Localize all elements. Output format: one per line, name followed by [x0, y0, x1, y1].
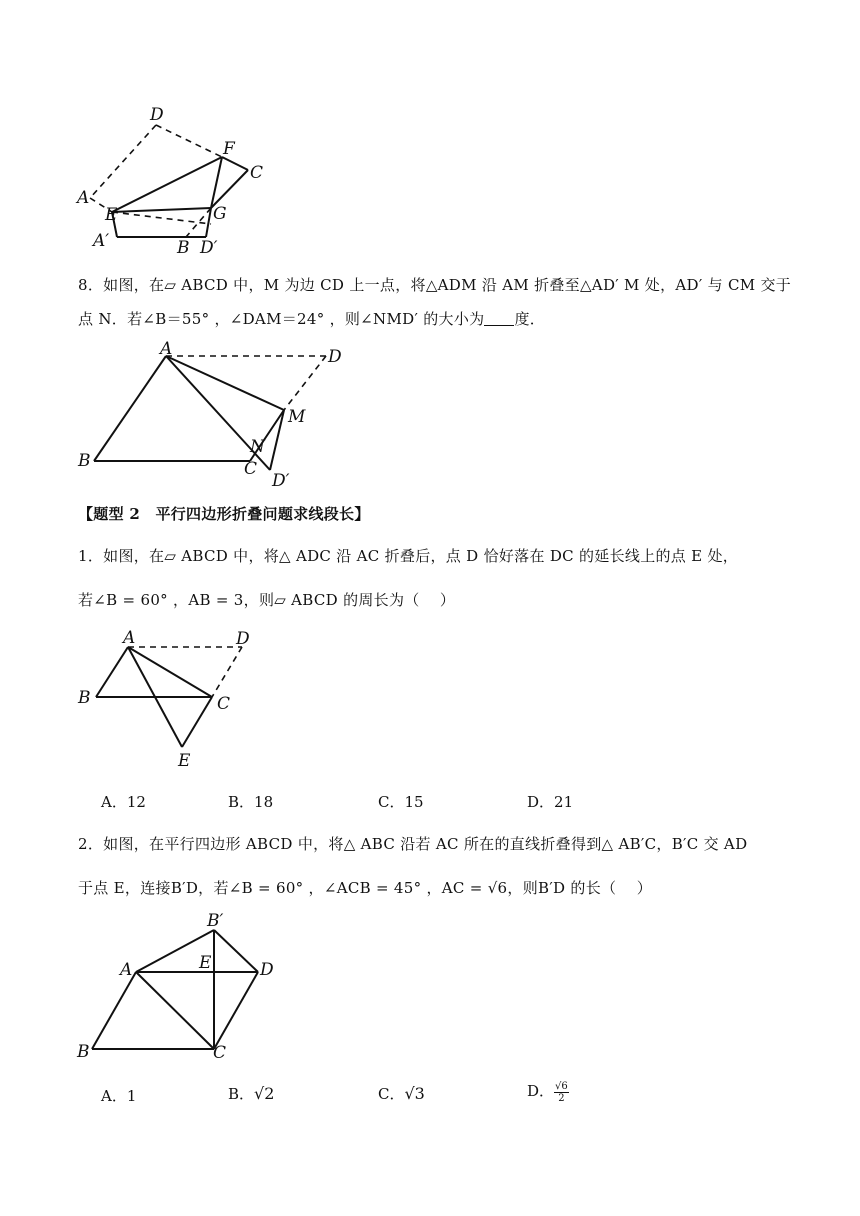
q1-option-d[interactable]: D．21	[527, 793, 574, 811]
label-f: F	[223, 139, 235, 159]
q2-option-a[interactable]: A．1	[101, 1087, 137, 1105]
q2-option-c[interactable]	[378, 1083, 425, 1104]
label-a: A	[120, 960, 133, 980]
q2-option-d-prefix: D．	[527, 1082, 555, 1100]
q1-option-c[interactable]: C．15	[378, 793, 424, 811]
q2-option-b-prefix: B．	[228, 1085, 255, 1103]
q8-text-line2-a: 点 N．若∠B＝55° ，∠DAM＝24° ，则∠NMD′ 的大小为	[78, 310, 485, 328]
label-a: A	[77, 188, 90, 208]
label-d: D	[150, 105, 164, 125]
label-n: N	[250, 437, 265, 457]
figure-q7	[70, 100, 280, 260]
q2-option-c-value: √3	[404, 1084, 425, 1103]
q1-option-a[interactable]: A．12	[101, 793, 146, 811]
q1-text-line1: 1．如图，在▱ ABCD 中，将△ ADC 沿 AC 折叠后，点 D 恰好落在 DC 的延长线上的点 E 处，	[78, 547, 739, 565]
label-e: E	[105, 205, 118, 225]
fraction-numerator: √6	[555, 1080, 568, 1092]
label-a-prime: A′	[93, 231, 110, 251]
q2-text-line2: 于点 E，连接B′D，若∠B = 60° ，∠ACB = 45° ，AC = √6，则B′D 的长（ ）	[78, 879, 652, 897]
q8-text-line1: 8．如图，在▱ ABCD 中，M 为边 CD 上一点，将△ADM 沿 AM 折叠至△AD′ M 处，AD′ 与 CM 交于	[78, 276, 792, 294]
figure-q8	[70, 340, 360, 490]
label-m: M	[288, 407, 306, 427]
answer-blank	[484, 311, 514, 326]
q1-text-line2: 若∠B = 60° ，AB = 3，则▱ ABCD 的周长为（ ）	[78, 591, 456, 609]
section-heading: 【题型 2 平行四边形折叠问题求线段长】	[78, 505, 370, 523]
q2-option-b[interactable]	[228, 1083, 274, 1104]
q2-option-d[interactable]	[527, 1080, 569, 1104]
q2-option-b-value: √2	[254, 1084, 275, 1103]
label-b: B	[177, 238, 190, 258]
label-d: D	[236, 629, 250, 649]
label-b: B	[78, 451, 91, 471]
label-c: C	[244, 459, 258, 479]
label-e: E	[199, 953, 212, 973]
fraction-denominator: 2	[558, 1092, 565, 1104]
label-d: D	[328, 347, 342, 367]
q2-text-line1: 2．如图，在平行四边形 ABCD 中，将△ ABC 沿若 AC 所在的直线折叠得到△ AB′C，B′C 交 AD	[78, 835, 748, 853]
label-b-prime: B′	[207, 911, 224, 931]
label-a: A	[123, 628, 136, 648]
q2-option-d-fraction	[554, 1081, 569, 1104]
figure-q2	[70, 905, 290, 1065]
label-e: E	[178, 751, 191, 771]
label-d: D	[260, 960, 274, 980]
figure-q1	[70, 625, 270, 775]
label-b: B	[78, 688, 91, 708]
q2-option-c-prefix: C．	[378, 1085, 405, 1103]
label-c: C	[213, 1043, 227, 1063]
label-c: C	[250, 163, 264, 183]
q1-option-b[interactable]: B．18	[228, 793, 274, 811]
label-c: C	[217, 694, 231, 714]
q8-text-line2-b: 度．	[514, 310, 546, 328]
label-d-prime: D′	[272, 471, 290, 491]
label-a: A	[160, 339, 173, 359]
q8-text-line2	[78, 308, 545, 329]
label-b: B	[77, 1042, 90, 1062]
label-g: G	[213, 204, 227, 224]
label-d-prime: D′	[200, 238, 218, 258]
